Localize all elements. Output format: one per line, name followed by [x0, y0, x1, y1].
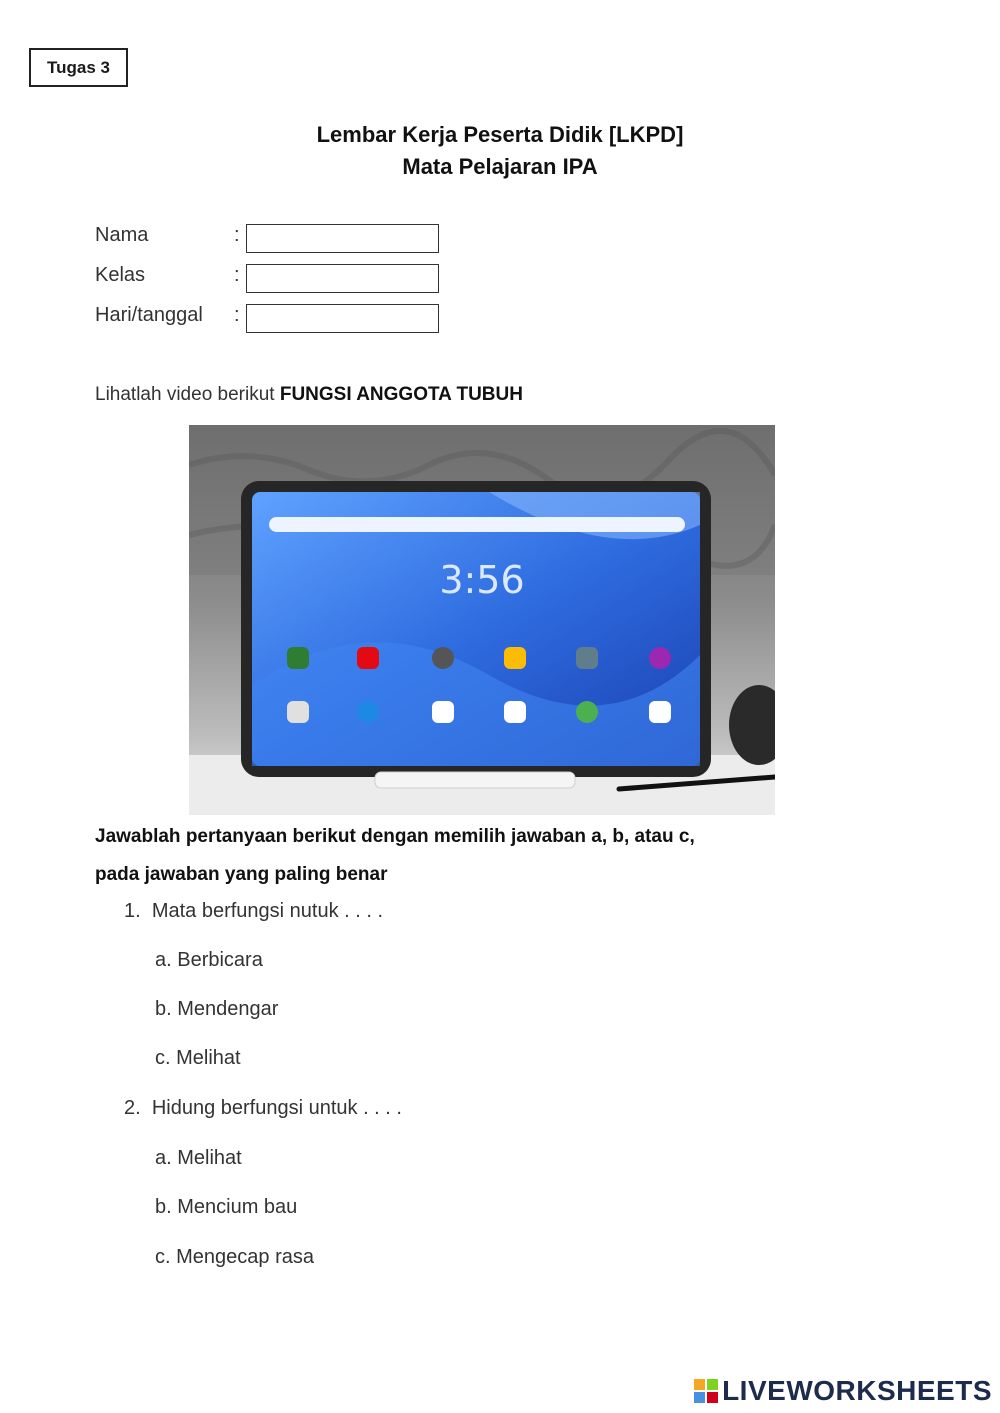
page-title: Lembar Kerja Peserta Didik [LKPD] [316, 122, 684, 147]
task-tag: Tugas 3 [29, 48, 128, 87]
question-2-option-b[interactable]: b. Mencium bau [155, 1196, 298, 1218]
name-input[interactable] [246, 224, 439, 253]
question-instruction-line1: Jawablah pertanyaan berikut dengan memilih jawaban a, b, atau c, [95, 826, 695, 847]
question-1-option-a[interactable]: a. Berbicara [155, 949, 263, 971]
question-2-option-a[interactable]: a. Melihat [155, 1147, 242, 1169]
app-icon-assistant [504, 701, 526, 723]
question-1-number: 1. [124, 900, 141, 922]
question-2-text: Hidung berfungsi untuk . . . . [151, 1097, 402, 1119]
class-colon: : [234, 264, 240, 286]
app-icon-chrome [576, 701, 598, 723]
date-input[interactable] [246, 304, 439, 333]
question-2-number: 2. [124, 1097, 141, 1119]
app-icon-netflix [357, 647, 379, 669]
name-label: Nama [95, 224, 149, 246]
video-topic: FUNGSI ANGGOTA TUBUH [279, 384, 523, 405]
liveworksheets-logo-text: LIVEWORKSHEETS [722, 1375, 992, 1406]
app-icon-meet [287, 647, 309, 669]
app-icon-tips [649, 647, 671, 669]
liveworksheets-logo-icon [694, 1379, 718, 1403]
question-1-option-b[interactable]: b. Mendengar [155, 998, 279, 1020]
video-thumbnail[interactable] [189, 425, 775, 815]
video-instruction [95, 384, 523, 406]
question-1 [124, 900, 383, 923]
question-1-option-c[interactable]: c. Melihat [155, 1047, 241, 1069]
app-icon-camera [576, 647, 598, 669]
question-2 [124, 1097, 402, 1120]
class-input[interactable] [246, 264, 439, 293]
date-label: Hari/tanggal [95, 304, 203, 326]
tablet-illustration [189, 425, 775, 815]
tablet-clock: 3:56 [439, 558, 525, 602]
app-icon-settings [432, 647, 454, 669]
page-subtitle: Mata Pelajaran IPA [402, 154, 598, 179]
name-colon: : [234, 224, 240, 246]
question-2-option-c[interactable]: c. Mengecap rasa [155, 1246, 314, 1268]
class-label: Kelas [95, 264, 146, 286]
app-icon-kids-space [432, 701, 454, 723]
video-instruction-text: Lihatlah video berikut [95, 384, 280, 405]
app-icon-photos [504, 647, 526, 669]
liveworksheets-logo [694, 1375, 992, 1407]
date-colon: : [234, 304, 240, 326]
app-icon-google-folder [287, 701, 309, 723]
question-1-text: Mata berfungsi nutuk . . . . [151, 900, 384, 922]
app-icon-contacts [357, 701, 379, 723]
question-instruction-line2: pada jawaban yang paling benar [95, 864, 388, 885]
app-icon-play-store [649, 701, 671, 723]
